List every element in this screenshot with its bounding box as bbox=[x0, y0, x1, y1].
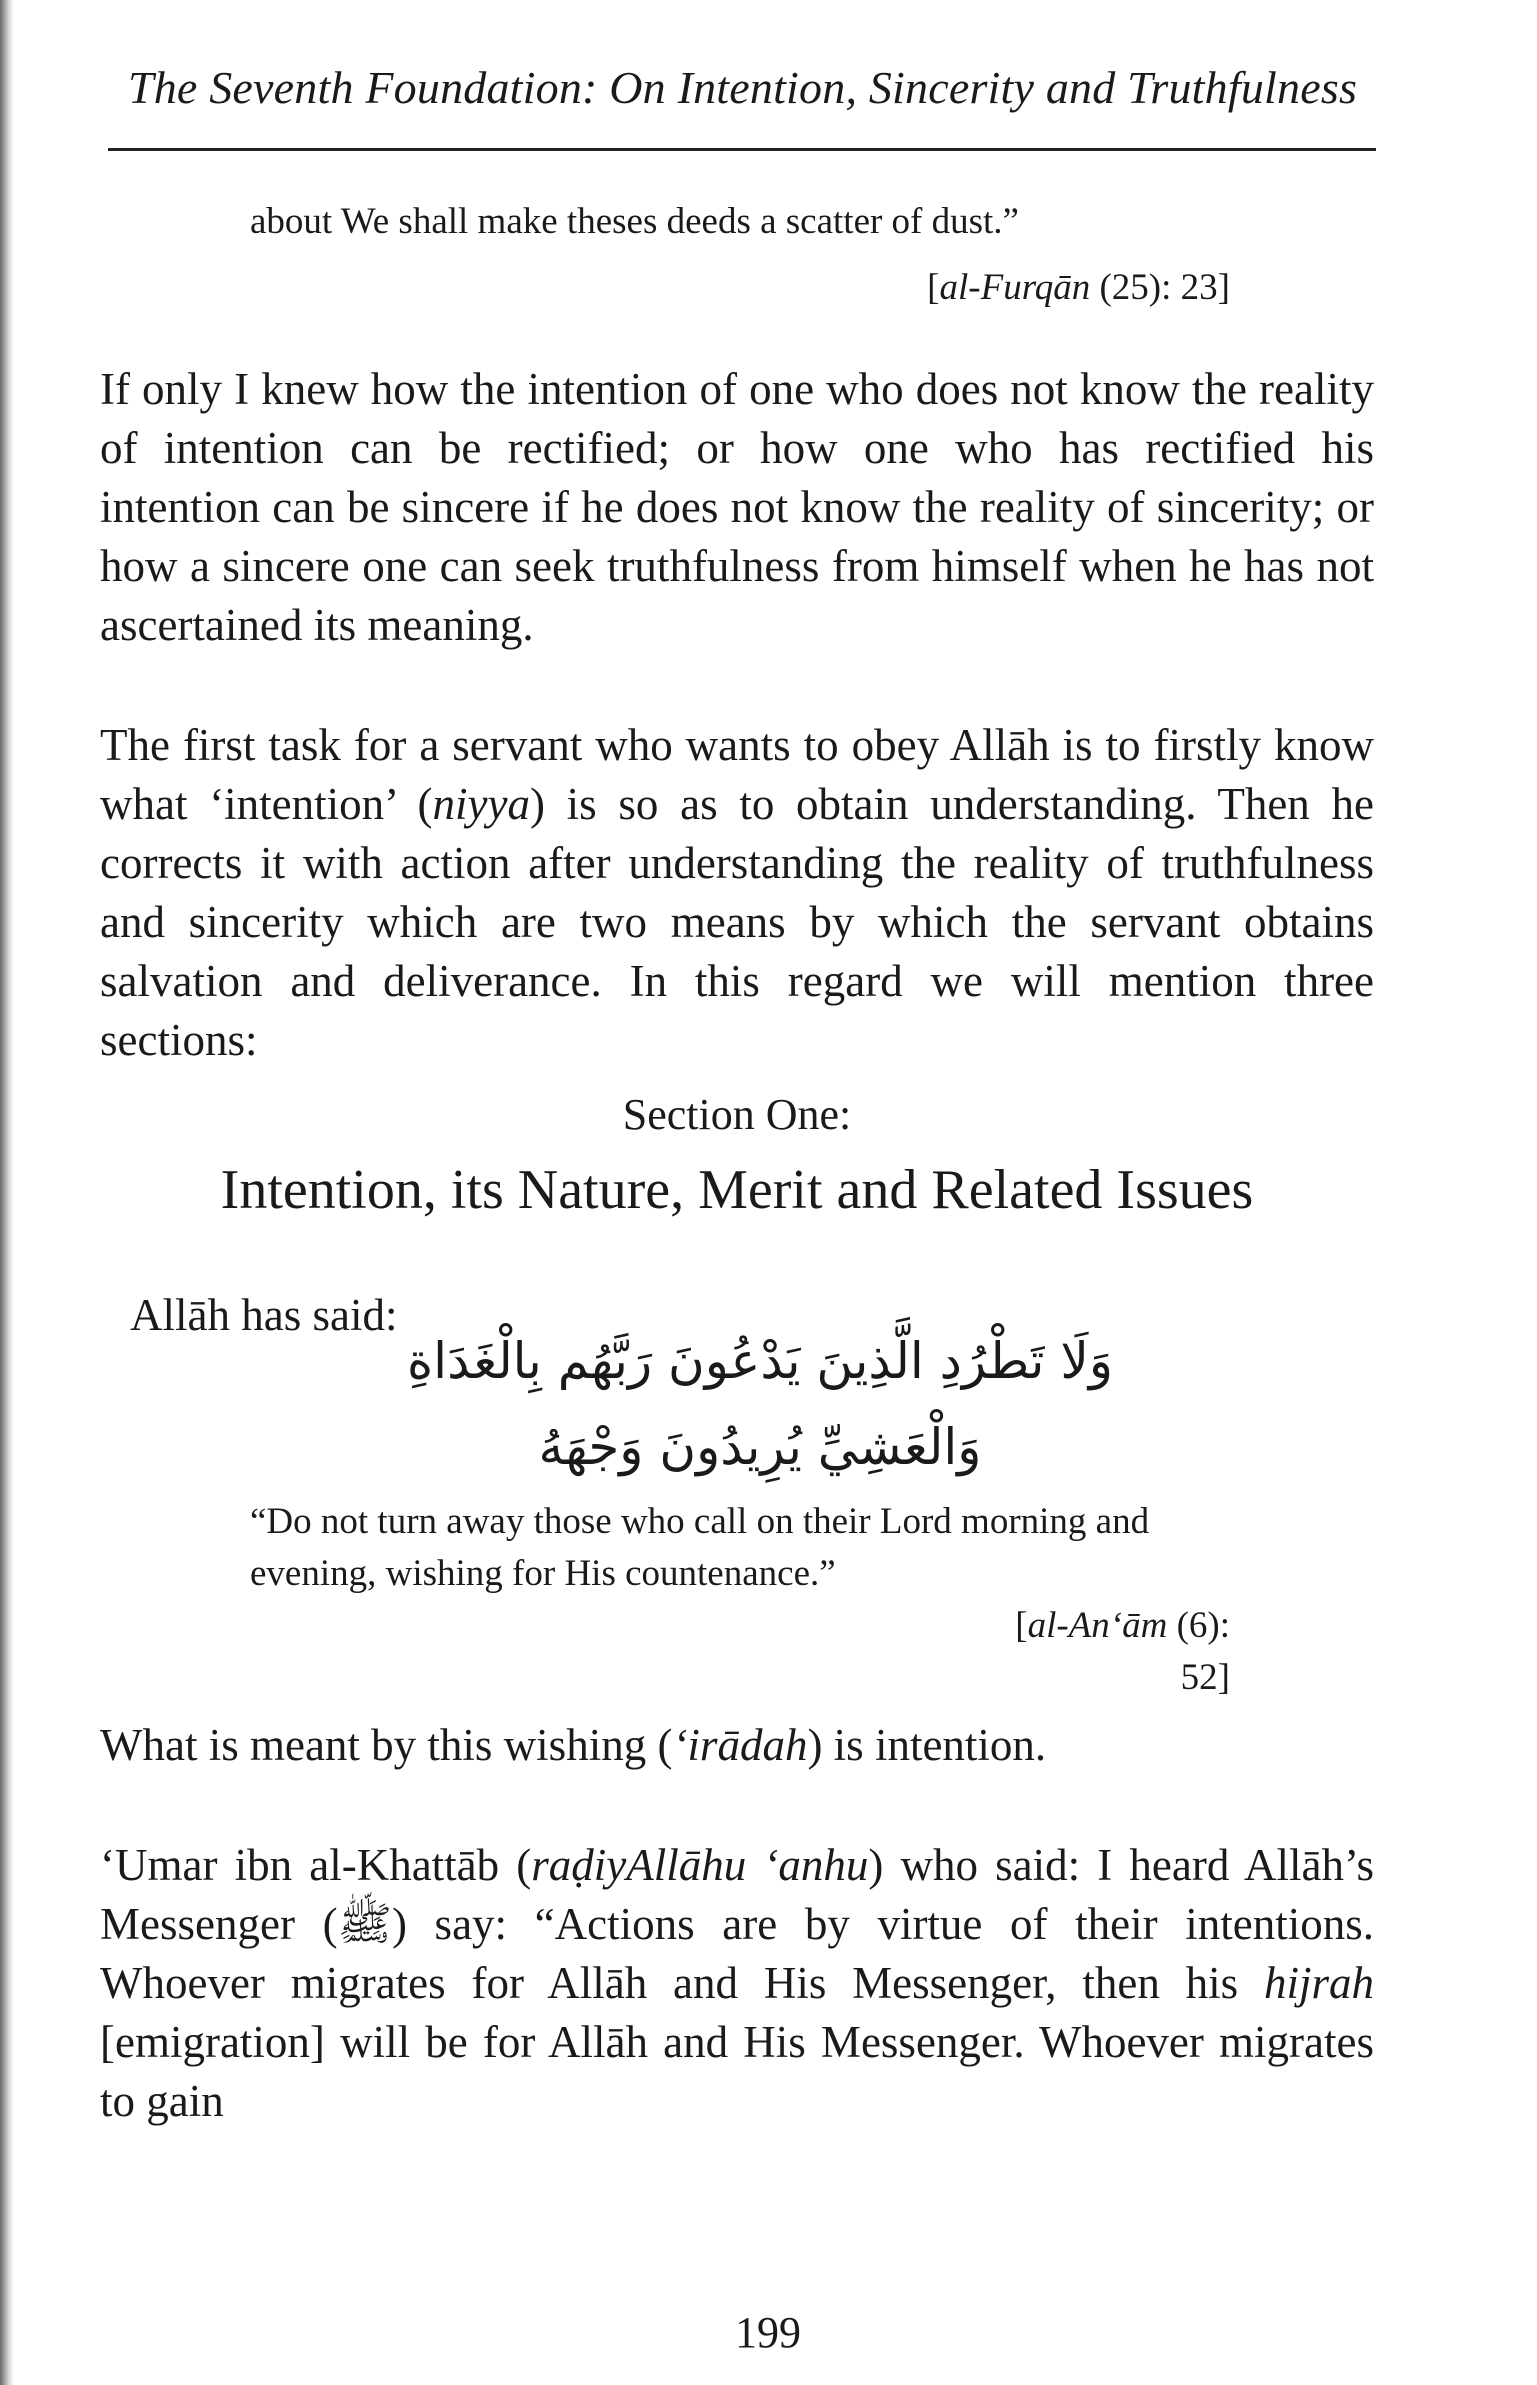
quran-quote-translation: “Do not turn away those who call on their Lord morning and evening, wishing for His countenance.” bbox=[250, 1501, 1150, 1594]
reference-surah: al-Furqān bbox=[939, 267, 1091, 308]
lead-in-text: Allāh has said: bbox=[130, 1290, 398, 1340]
transliterated-term: raḍiyAllāhu ‘anhu bbox=[531, 1840, 869, 1890]
reference-surah: al-An‘ām bbox=[1027, 1605, 1168, 1646]
body-paragraph: What is meant by this wishing (‘irādah) is intention. bbox=[100, 1720, 1047, 1770]
transliterated-term: ‘irādah bbox=[672, 1720, 808, 1770]
body-paragraph: The first task for a servant who wants to obey Allāh is to firstly know what ‘intention’ (niyya) is so as to obtain understanding. Then he corrects it with action after understanding the reality of truthfulness and sincerity which are two means by which the servant obtains salvation and deliverance. In this regard we will mention three sections: bbox=[100, 720, 1374, 1065]
reference-verse: (6): 52 bbox=[1176, 1605, 1230, 1698]
body-paragraph: If only I knew how the intention of one who does not know the reality of intention can be rectified; or how one who has rectified his intention can be sincere if he does not know the reality of sincerity; or how a sincere one can seek truthfulness from himself when he has not ascertained its meaning. bbox=[100, 364, 1374, 650]
body-paragraph: ‘Umar ibn al-Khattāb (raḍiyAllāhu ‘anhu) who said: I heard Allāh’s Messenger (ﷺ) say: “Actions are by virtue of their intentions. Whoever migrates for Allāh and His Messenger, then his hijrah [emigration] will be for Allāh and His Messenger. Whoever migrates to gain bbox=[100, 1840, 1374, 2126]
section-title: Intention, its Nature, Merit and Related Issues bbox=[220, 1159, 1254, 1221]
section-label: Section One: bbox=[622, 1090, 852, 1139]
page-number: 199 bbox=[735, 2308, 801, 2357]
transliterated-term: hijrah bbox=[1263, 1958, 1374, 2008]
quran-reference: [al-Furqān (25): 23] bbox=[927, 267, 1230, 308]
header-rule bbox=[108, 148, 1376, 151]
running-head: The Seventh Foundation: On Intention, Sincerity and Truthfulness bbox=[127, 62, 1358, 113]
reference-verse: (25): 23 bbox=[1099, 267, 1218, 308]
quran-quote-translation: about We shall make theses deeds a scatter of dust.” bbox=[250, 201, 1019, 242]
arabic-verse: وَلَا تَطْرُدِ الَّذِينَ يَدْعُونَ رَبَّهُم بِالْغَدَاةِ وَالْعَشِيِّ يُرِيدُونَ وَجْهَهُ bbox=[406, 1332, 1114, 1476]
transliterated-term: niyya bbox=[432, 779, 530, 829]
scan-edge-shadow bbox=[0, 0, 14, 2385]
quran-reference: [al-An‘ām (6): 52] bbox=[1015, 1605, 1230, 1698]
